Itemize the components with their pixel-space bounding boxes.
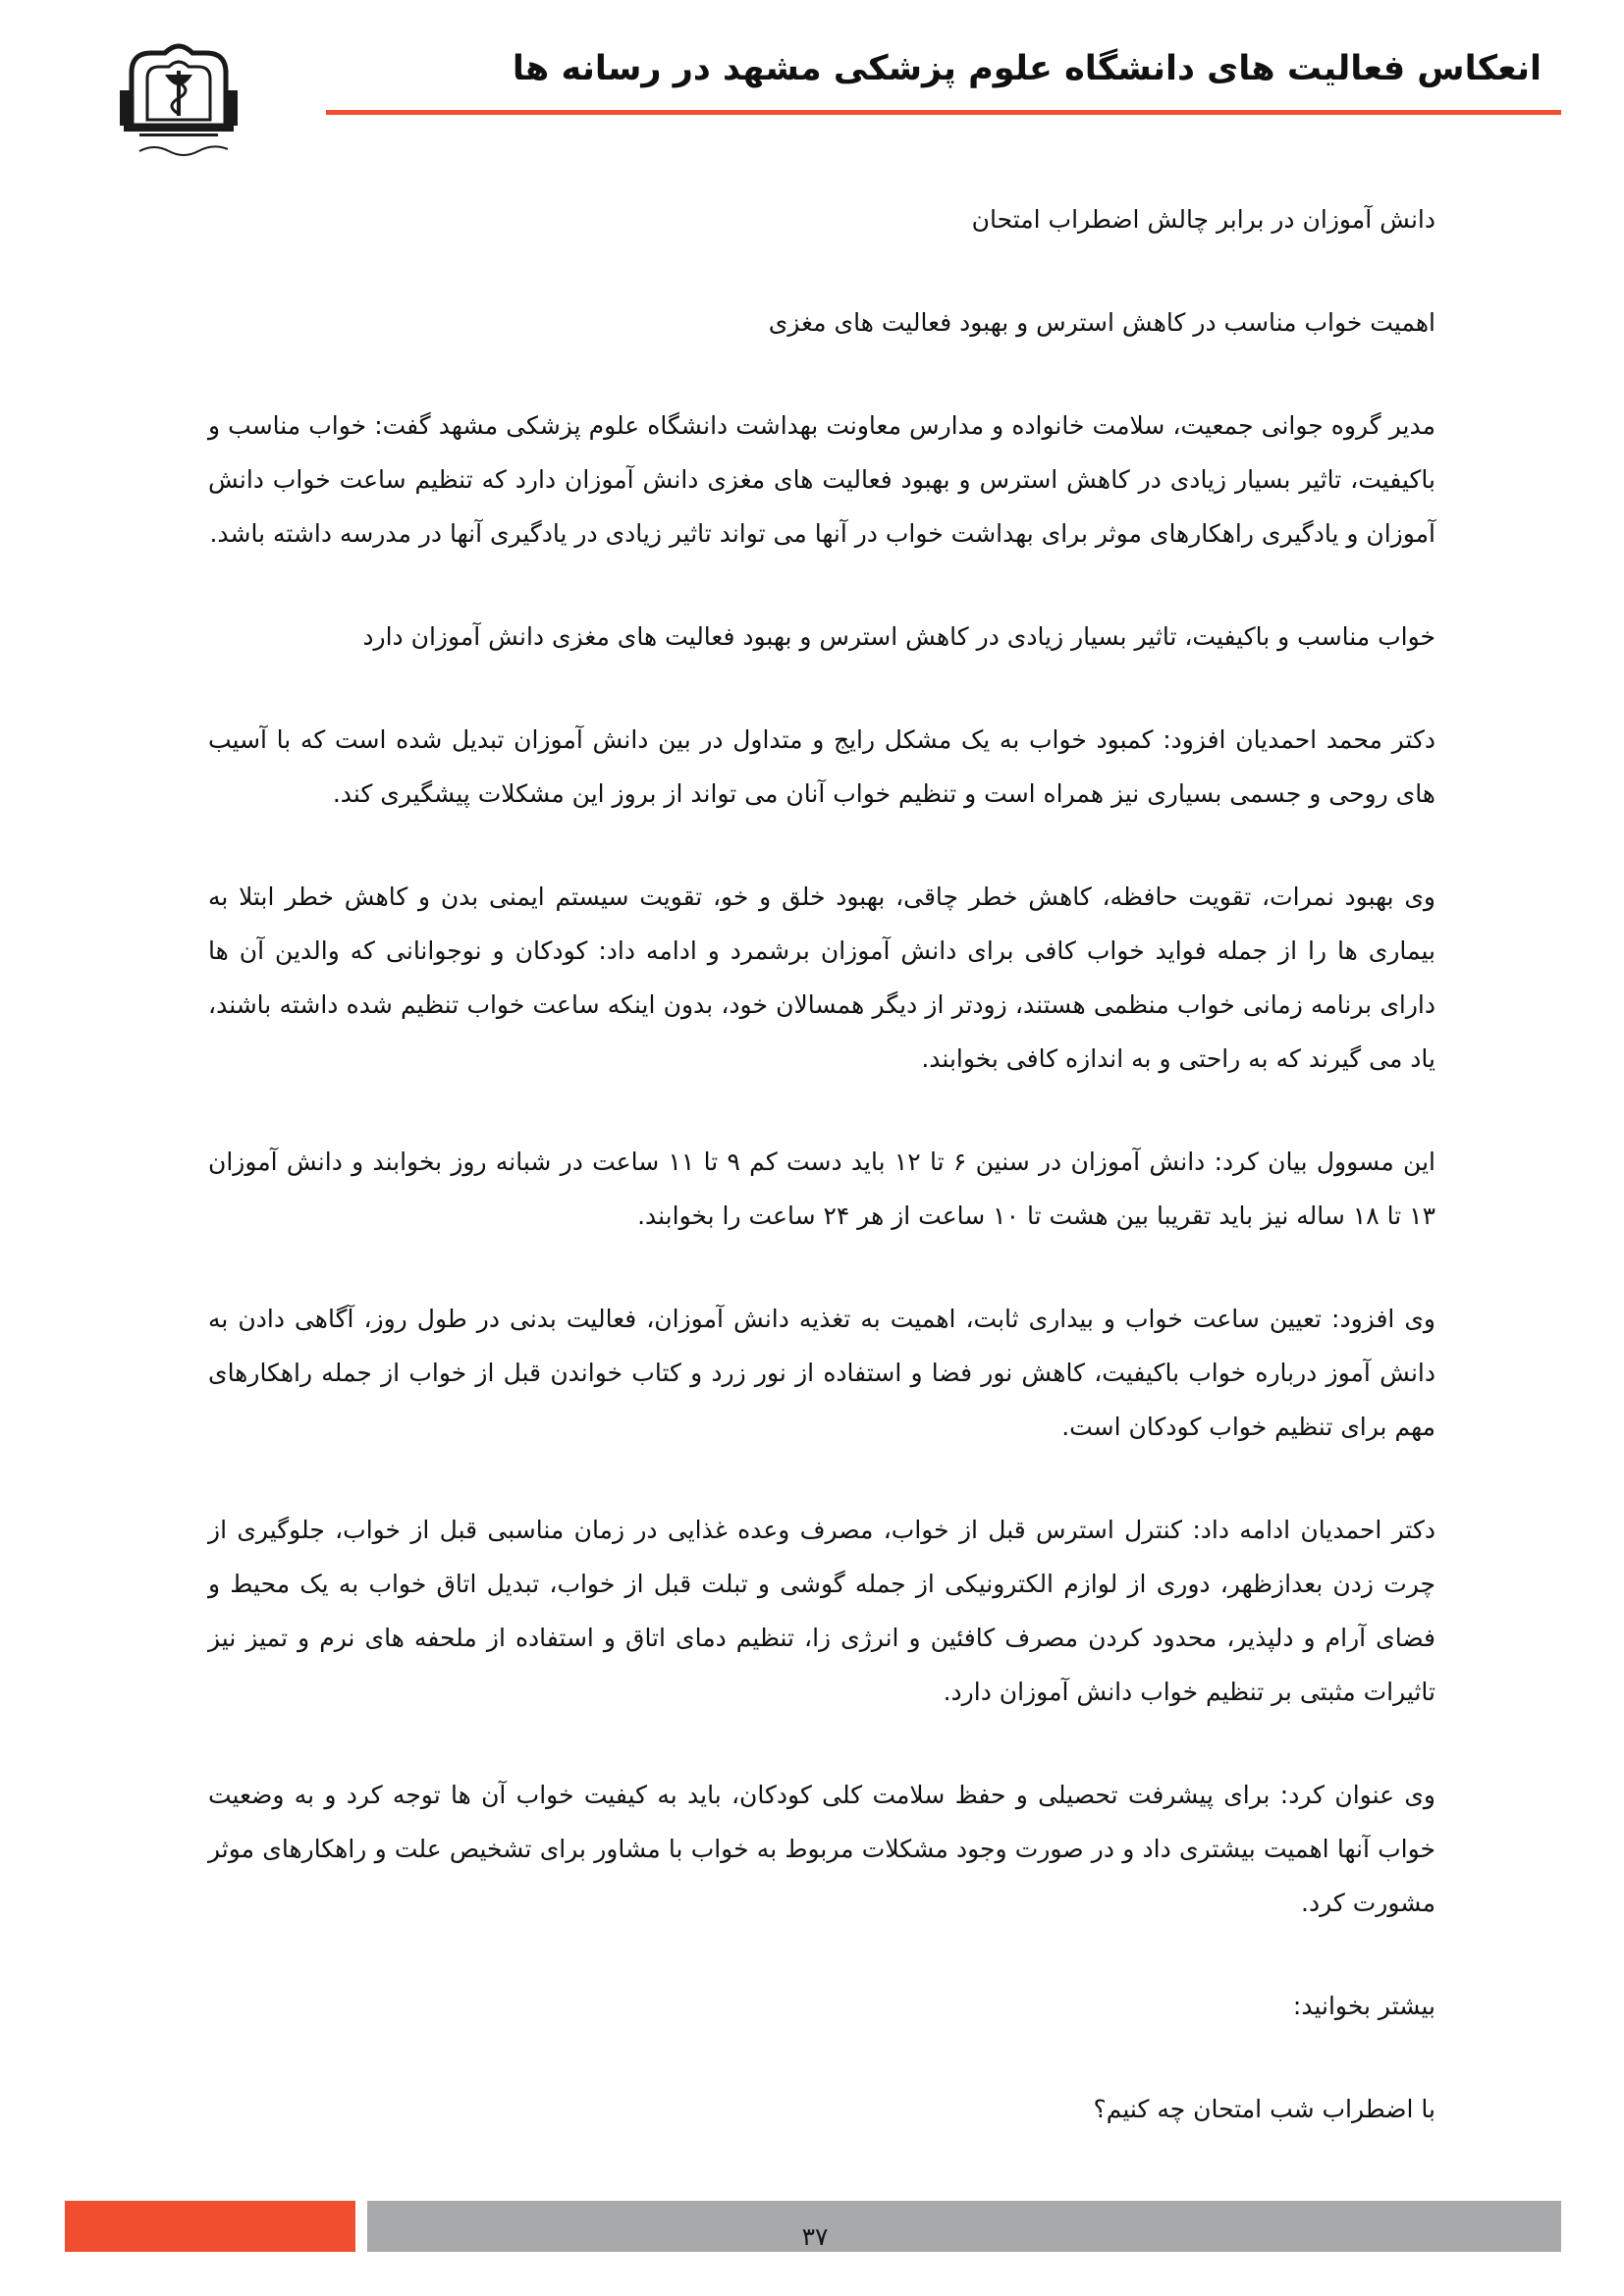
page-number: ۳۷: [801, 2222, 829, 2251]
header-divider: [326, 110, 1561, 115]
article-paragraph: دکتر محمد احمدیان افزود: کمبود خواب به یک مشکل رایج و متداول در بین دانش آموزان تبدیل شده است که با آسیب های روحی و جسمی بسیاری نیز همراه است و تنظیم خواب آنان می تواند از بروز این مشکلات پیشگیری کند.: [208, 725, 1435, 808]
read-more-label: بیشتر بخوانید:: [1292, 1992, 1435, 2020]
header-title: انعکاس فعالیت های دانشگاه علوم پزشکی مشهد در رسانه ها: [512, 49, 1542, 88]
footer-gray-bar: [367, 2201, 1561, 2252]
footer-red-bar: [65, 2201, 355, 2252]
read-more-link[interactable]: با اضطراب شب امتحان چه کنیم؟: [1093, 2095, 1435, 2123]
university-emblem-icon: [110, 35, 247, 163]
article-body: [208, 192, 1435, 2185]
article-paragraph: اهمیت خواب مناسب در کاهش استرس و بهبود فعالیت های مغزی: [768, 308, 1435, 337]
article-paragraph: دانش آموزان در برابر چالش اضطراب امتحان: [971, 205, 1435, 234]
article-paragraph: وی عنوان کرد: برای پیشرفت تحصیلی و حفظ سلامت کلی کودکان، باید به کیفیت خواب آن ها توجه کرد و به وضعیت خواب آنها اهمیت بیشتری داد و در صورت وجود مشکلات مربوط به خواب با مشاور برای تشخیص علت و راهکارهای موثر مشورت کرد.: [208, 1781, 1435, 1917]
article-paragraph: مدیر گروه جوانی جمعیت، سلامت خانواده و مدارس معاونت بهداشت دانشگاه علوم پزشکی مشهد گفت: خواب مناسب و باکیفیت، تاثیر بسیار زیادی در کاهش استرس و بهبود فعالیت های مغزی دانش آموزان دارد که تنظیم ساعت خواب دانش آموزان و یادگیری راهکارهای موثر برای بهداشت خواب در آنها می تواند تاثیر زیادی در یادگیری آنها در مدرسه داشته باشد.: [208, 411, 1435, 548]
article-paragraph: دکتر احمدیان ادامه داد: کنترل استرس قبل از خواب، مصرف وعده غذایی در زمان مناسبی قبل از خواب، جلوگیری از چرت زدن بعدازظهر، دوری از لوازم الکترونیکی از جمله گوشی و تبلت قبل از خواب، تبدیل اتاق خواب به یک محیط و فضای آرام و دلپذیر، محدود کردن مصرف کافئین و انرژی زا، تنظیم دمای اتاق و استفاده از ملحفه های نرم و تمیز نیز تاثیرات مثبتی بر تنظیم خواب دانش آموزان دارد.: [208, 1516, 1435, 1706]
article-paragraph: خواب مناسب و باکیفیت، تاثیر بسیار زیادی در کاهش استرس و بهبود فعالیت های مغزی دانش آموزان دارد: [362, 622, 1435, 651]
article-paragraph: وی بهبود نمرات، تقویت حافظه، کاهش خطر چاقی، بهبود خلق و خو، تقویت سیستم ایمنی بدن و کاهش خطر ابتلا به بیماری ها را از جمله فواید خواب کافی برای دانش آموزان برشمرد و ادامه داد: کودکان و نوجوانانی که والدین آن ها دارای برنامه زمانی خواب منظمی هستند، زودتر از دیگر همسالان خود، بدون اینکه ساعت خواب تنظیم شده داشته باشند، یاد می گیرند که به راحتی و به اندازه کافی بخوابند.: [208, 882, 1435, 1073]
article-paragraph: وی افزود: تعیین ساعت خواب و بیداری ثابت، اهمیت به تغذیه دانش آموزان، فعالیت بدنی در طول روز، آگاهی دادن به دانش آموز درباره خواب باکیفیت، کاهش نور فضا و استفاده از نور زرد و کتاب خواندن قبل از خواب از جمله راهکارهای مهم برای تنظیم خواب کودکان است.: [208, 1305, 1435, 1441]
article-paragraph: این مسوول بیان کرد: دانش آموزان در سنین ۶ تا ۱۲ باید دست کم ۹ تا ۱۱ ساعت در شبانه روز بخوابند و دانش آموزان ۱۳ تا ۱۸ ساله نیز باید تقریبا بین هشت تا ۱۰ ساعت از هر ۲۴ ساعت را بخوابند.: [208, 1148, 1435, 1230]
